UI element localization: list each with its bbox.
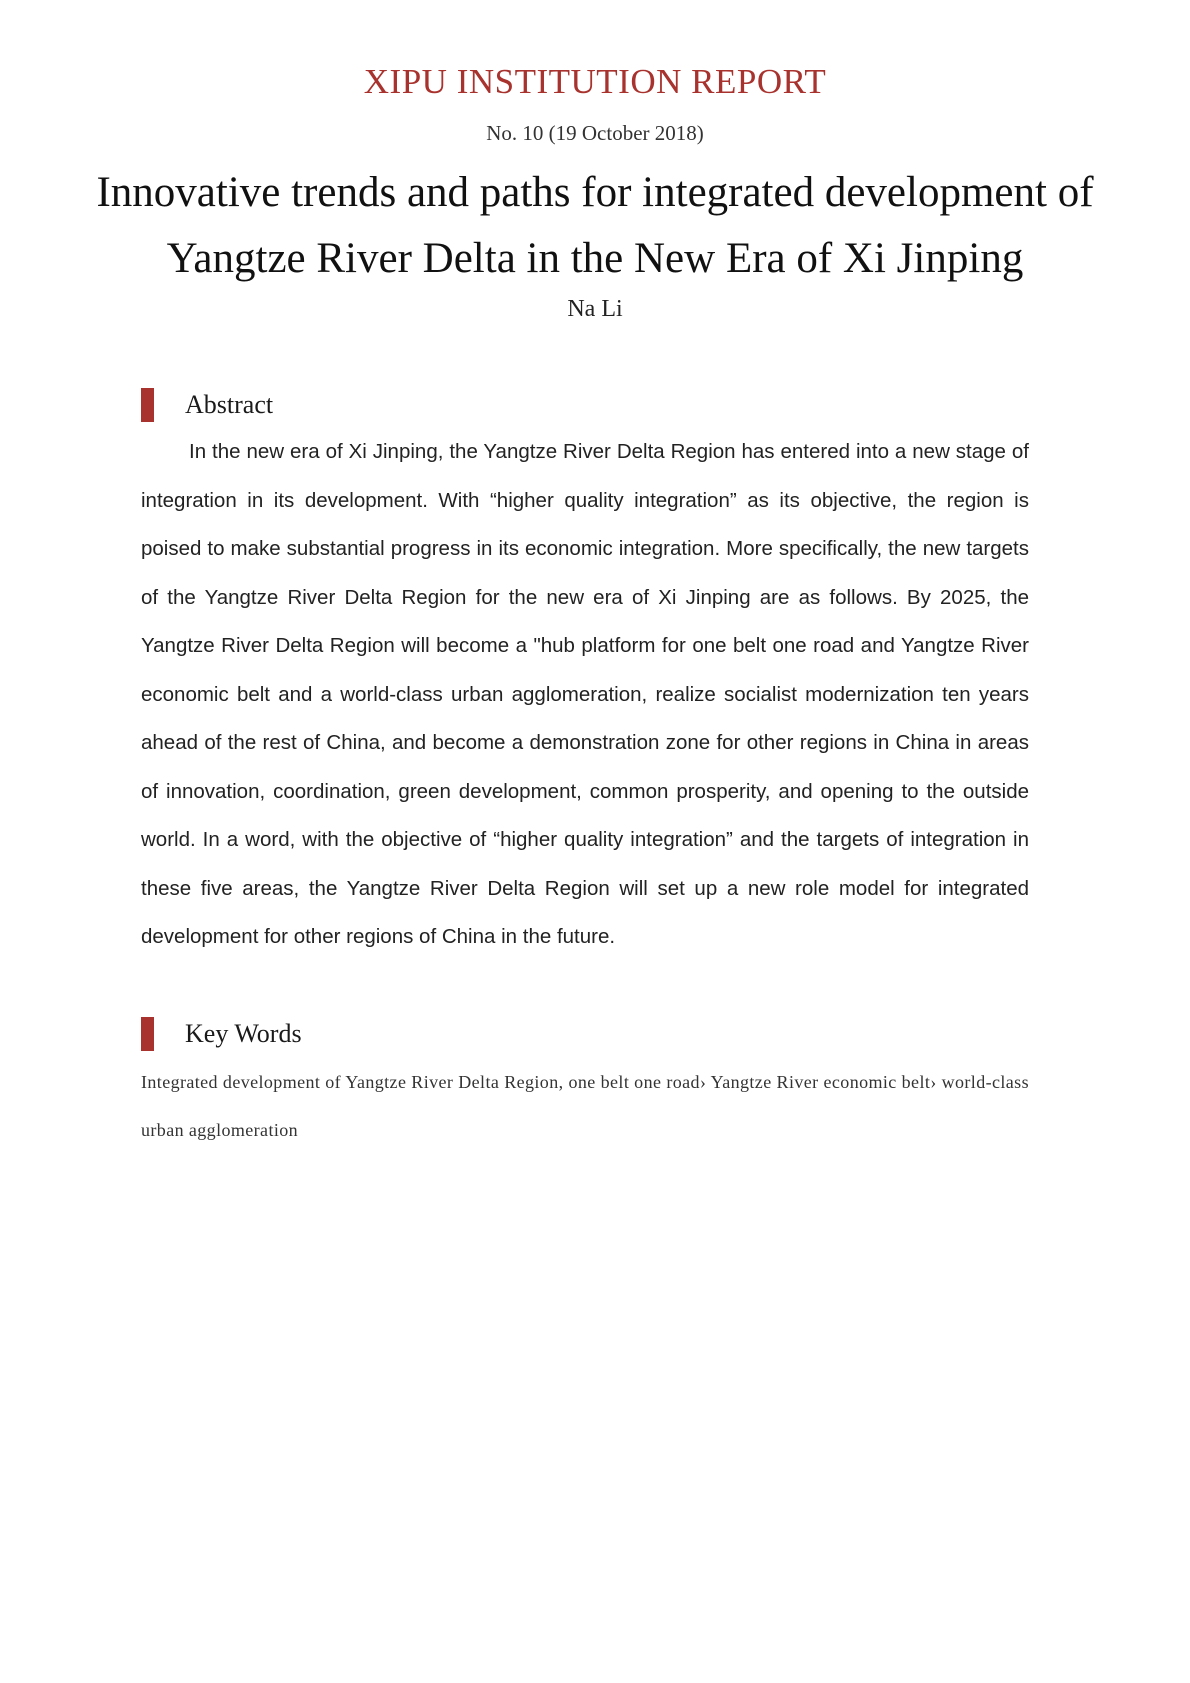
keywords-heading-label: Key Words [185, 1019, 302, 1048]
abstract-heading [141, 388, 273, 422]
section-marker [141, 388, 154, 422]
keywords-text: Integrated development of Yangtze River Delta Region, one belt one road› Yangtze River economic belt› world-class urban agglomeration [141, 1072, 1029, 1140]
section-marker [141, 1017, 154, 1051]
report-name: XIPU INSTITUTION REPORT [363, 62, 827, 101]
article-title: Innovative trends and paths for integrated development of Yangtze River Delta in the New Era of Xi Jinping [96, 169, 1094, 282]
keywords-heading [141, 1017, 302, 1051]
issue-date: No. 10 (19 October 2018) [486, 121, 704, 145]
abstract-text: In the new era of Xi Jinping, the Yangtze River Delta Region has entered into a new stage of integration in its development. With “higher quality integration” as its objective, the region is poised to make substantial progress in its economic integration. More specifically, the new targets of the Yangtze River Delta Region for the new era of Xi Jinping are as follows. By 2025, the Yangtze River Delta Region will become a "hub platform for one belt one road and Yangtze River economic belt and a world-class urban agglomeration, realize socialist modernization ten years ahead of the rest of China, and become a demonstration zone for other regions in China in areas of innovation, coordination, green development, common prosperity, and opening to the outside world. In a word, with the objective of “higher quality integration” and the targets of integration in these five areas, the Yangtze River Delta Region will set up a new role model for integrated development for other regions of China in the future. [141, 440, 1029, 948]
abstract-heading-label: Abstract [185, 390, 274, 419]
article-author: Na Li [567, 296, 623, 322]
